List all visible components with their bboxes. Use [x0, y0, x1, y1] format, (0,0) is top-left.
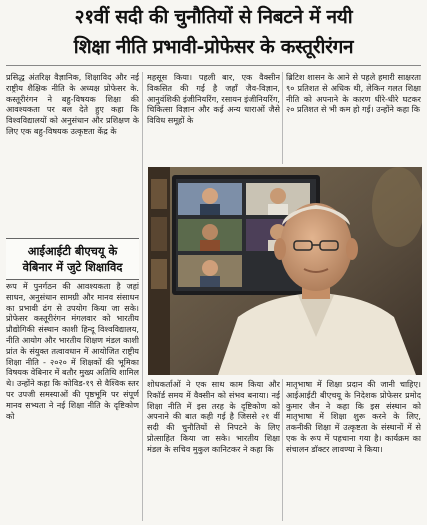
subheadline-line-2: वेबिनार में जुटे शिक्षाविद: [22, 260, 123, 274]
article-column-3-bottom: [286, 379, 421, 521]
article-paragraph: रूप में पुनर्गठन की आवश्यकता है जहां साधन, अनुसंधान सामग्री और मानव संसाधन का प्रभावी ढंग से उपयोग किया जा सके। प्रोफेसर कस्तूरीरंगन मंगलवार को भारतीय प्रौद्योगिकी संस्थान काशी हिन्दू विश्वविद्यालय, नीति आयोग और भारतीय शिक्षण मंडल काशी प्रांत के संयुक्त तत्वावधान में आयोजित राष्ट्रीय शिक्षा नीति - २०२० में शिक्षकों की भूमिका विषयक वेबिनार में बतौर मुख्य अतिथि शामिल थे। उन्होंने कहा कि कोविड-१९ से वैश्विक स्तर पर उपजी समस्याओं की पृष्ठभूमि पर संपूर्ण मानव सभ्यता ने नई शिक्षा नीति के दृष्टिकोण को: [6, 281, 139, 421]
headline-line-1: २१वीं सदी की चुनौतियों से निबटने में नयी: [74, 6, 353, 28]
article-paragraph: ब्रिटिश शासन के आने से पहले हमारी साक्षरता ९० प्रतिशत से अधिक थी, लेकिन गलत शिक्षा नीति को अपनाने के कारण धीरे-धीरे घटकर २० प्रतिशत से भी कम हो गई। उन्होंने कहा कि: [286, 72, 421, 115]
column-divider: [282, 72, 283, 164]
article-paragraph: मातृभाषा में शिक्षा प्रदान की जानी चाहिए। आईआईटी बीएचयू के निदेशक प्रोफेसर प्रमोद कुमार जैन ने कहा कि इस संस्थान को मातृभाषा में शिक्षा शुरू करने के लिए, तकनीकी शिक्षा में उत्कृष्टता के संस्थानों में से एक के रूप में पहचाना गया है। कार्यक्रम का संचालन डॉक्टर लावण्या ने किया।: [286, 379, 421, 454]
article-paragraph: प्रसिद्ध अंतरिक्ष वैज्ञानिक, शिक्षाविद और नई राष्ट्रीय शैक्षिक नीति के अध्यक्ष प्रोफेसर के. कस्तूरीरंगन ने बहु-विषयक शिक्षा की आवश्यकता पर बल देते हुए कहा कि विश्वविद्यालयों को अनुसंधान और प्रशिक्षण के लिए एक बहु-विषयक उत्कृष्टता केंद्र के: [6, 72, 139, 136]
article-paragraph: महसूस किया। पहली बार, एक वैक्सीन विकसित की गई है जहाँ जैव-विज्ञान, आनुवंशिकी इंजीनियरिंग, रसायन इंजीनियरिंग, चिकित्सा विज्ञान और कई अन्य धाराओं जैसे विविध समूहों के: [147, 72, 280, 126]
column-divider: [282, 379, 283, 521]
article-column-1-bottom: [6, 281, 139, 521]
article-column-2-bottom: [147, 379, 280, 521]
subheadline-line-1: आईआईटी बीएचयू के: [27, 244, 118, 258]
webinar-photo: [148, 167, 422, 375]
subheadline-box: [6, 238, 139, 280]
column-divider: [142, 72, 143, 521]
article-paragraph: शोधकर्ताओं ने एक साथ काम किया और रिकॉर्ड समय में वैक्सीन को संभव बनाया। नई शिक्षा नीति में इस तरह के दृष्टिकोण को अपनाने की बात कही गई है जिससे २१ वीं सदी की चुनौतियों से निपटने के लिए प्रोत्साहित किया जा सके। भारतीय शिक्षा मंडल के सचिव मुकुल कानिटकर ने कहा कि: [147, 379, 280, 454]
article-column-1-top: [6, 72, 139, 238]
headline-line-2: शिक्षा नीति प्रभावी-प्रोफेसर के कस्तूरीरंगन: [73, 36, 354, 58]
article-column-3-top: [286, 72, 421, 172]
headline-divider: [6, 65, 421, 66]
article-column-2-top: [147, 72, 280, 162]
